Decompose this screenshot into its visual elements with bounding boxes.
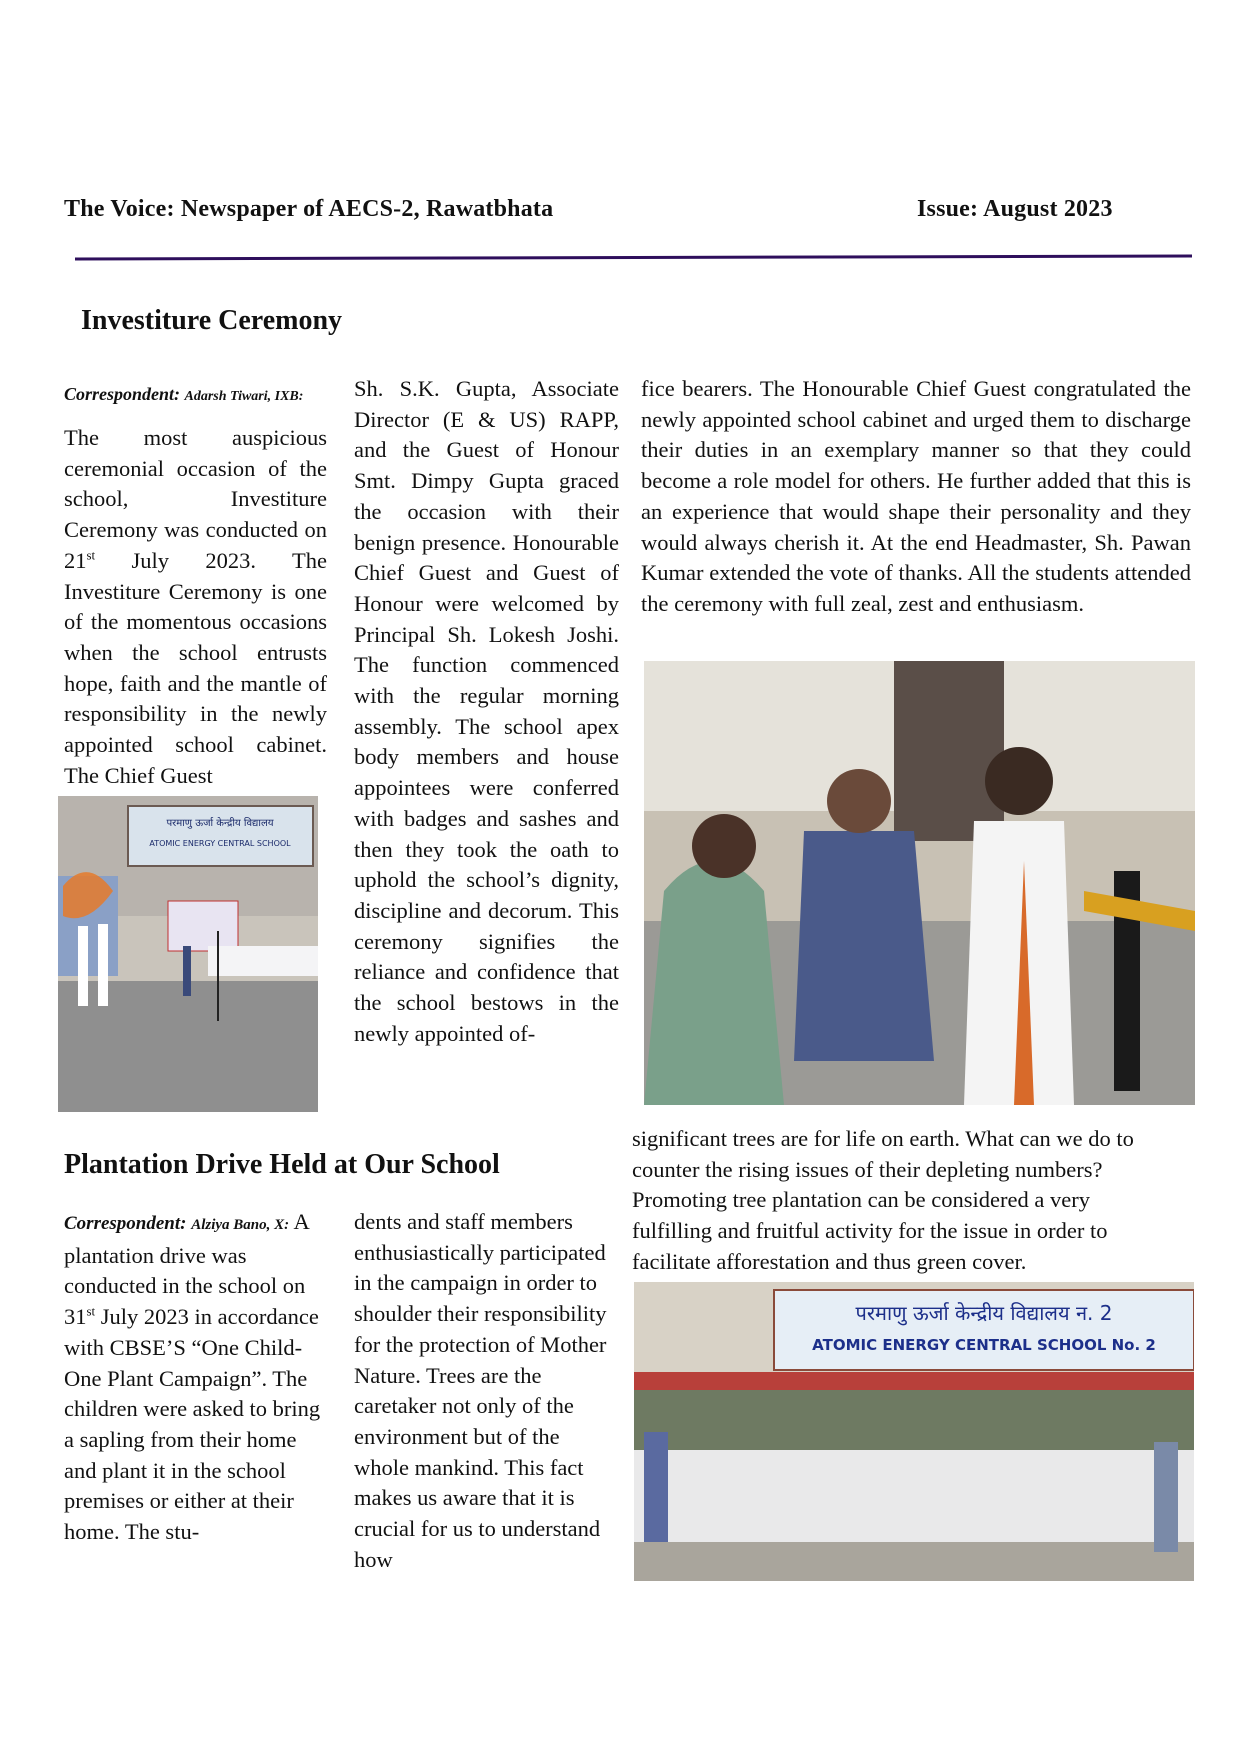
article2-column-2: dents and staff members enthusiastically participated in the campaign in order to shoulder their responsibility for the protection of Mother Nature. Trees are the caretaker not only of the environment but of the whole mankind. This fact makes us aware that it is crucial for us to understand how — [354, 1209, 607, 1572]
article-title-investiture: Investiture Ceremony — [81, 305, 343, 336]
correspondent-label-2: Correspondent: — [64, 1213, 187, 1234]
correspondent-label: Correspondent: — [64, 384, 181, 404]
header-divider — [75, 255, 1192, 261]
correspondent-byline-2 — [64, 1213, 289, 1234]
photo3-sign-english: ATOMIC ENERGY CENTRAL SCHOOL No. 2 — [812, 1336, 1156, 1354]
publication-name: The Voice: Newspaper of AECS-2, Rawatbhata — [64, 196, 554, 222]
article2-col1-text-a: A plantation drive was conducted in the school on 31 — [64, 1209, 309, 1330]
investiture-assembly-photo — [58, 796, 318, 1112]
plantation-group-photo — [634, 1282, 1194, 1581]
article2-column-1 — [64, 1207, 322, 1548]
correspondent-byline — [64, 384, 330, 407]
article2-column-3: significant trees are for life on earth. What can we do to counter the rising issues of their depleting numbers? Promoting tree plantation can be considered a very fulfilling and fruitful activity for the issue in order to facilitate afforestation and thus green cover. — [632, 1126, 1134, 1274]
photo1-sign-english: ATOMIC ENERGY CENTRAL SCHOOL — [149, 839, 291, 848]
article1-col1-text-b: July 2023. The Investiture Ceremony is one of the momentous occasions when the school entrusts hope, faith and the mantle of responsibility in the newly appointed school cabinet. The Chief Guest — [64, 547, 327, 788]
ordinal-suffix: st — [86, 547, 96, 563]
article-title-plantation: Plantation Drive Held at Our School — [64, 1149, 500, 1180]
article2-col1-text-b: July 2023 in accordance with CBSE’S “One Child-One Plant Campaign”. The children were asked to bring a sapling from their home and plant it in the school premises or either at their home. The stu- — [64, 1304, 321, 1545]
photo1-sign-hindi: परमाणु ऊर्जा केन्द्रीय विद्यालय — [166, 818, 274, 829]
article1-col1-text-a: The most auspicious ceremonial occasion of the school, Investiture Ceremony was conducted on 21 — [64, 425, 327, 573]
article1-column-1 — [64, 423, 327, 791]
correspondent-name-2: Alziya Bano, X: — [191, 1217, 290, 1233]
issue-date: Issue: August 2023 — [917, 196, 1113, 222]
article1-column-2: Sh. S.K. Gupta, Associate Director (E & US) RAPP, and the Guest of Honour Smt. Dimpy Gupta graced the occasion with their benign presence. Honourable Chief Guest and Guest of Honour were welcomed by Principal Sh. Lokesh Joshi. The function commenced with the regular morning assembly. The school apex body members and house appointees were conferred with badges and sashes and then they took the oath to uphold the school’s dignity, discipline and decorum. This ceremony signifies the reliance and confidence that the school bestows in the newly appointed of- — [354, 376, 619, 1046]
correspondent-name: Adarsh Tiwari, IXB: — [184, 389, 304, 404]
photo3-sign-hindi: परमाणु ऊर्जा केन्द्रीय विद्यालय न. 2 — [855, 1301, 1113, 1325]
article1-column-3: fice bearers. The Honourable Chief Guest congratulated the newly appointed school cabinet and urged them to discharge their duties in an exemplary manner so that they could become a role model for others. He further added that this is an experience that would shape their personality and they would always cherish it. At the end Headmaster, Sh. Pawan Kumar extended the vote of thanks. All the students attended the ceremony with full zeal, zest and enthusiasm. — [641, 376, 1191, 616]
ordinal-suffix-2: st — [86, 1303, 96, 1319]
investiture-badge-photo — [644, 661, 1195, 1105]
